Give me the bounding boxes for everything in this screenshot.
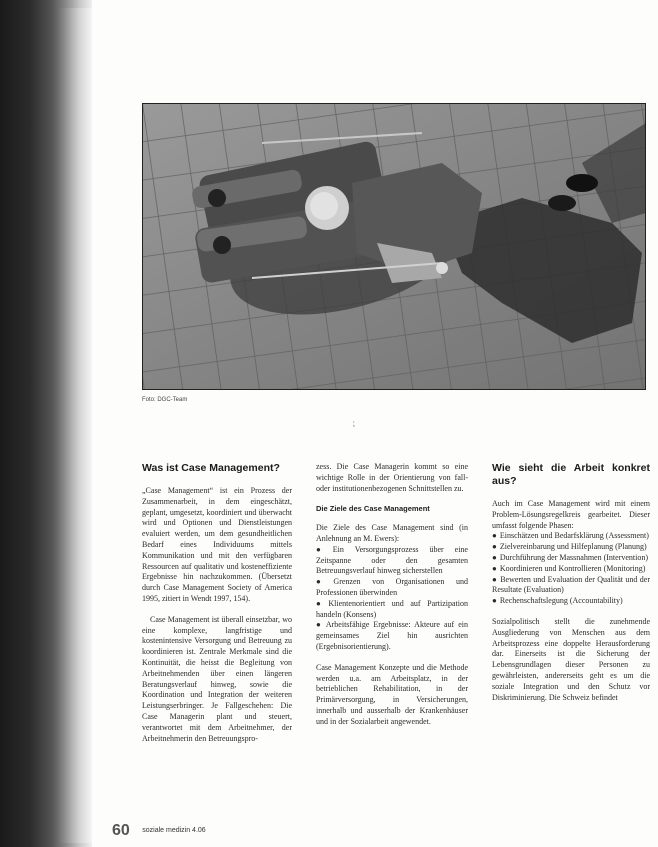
list-item: ● Durchführung der Massnahmen (Intervention) — [492, 552, 649, 562]
goals-list — [316, 545, 468, 653]
bullet-icon: ● — [492, 596, 497, 606]
text-column-3 — [492, 462, 650, 703]
list-item: ● Zielvereinbarung und Hilfeplanung (Planung) — [492, 542, 647, 552]
phases-list — [492, 531, 650, 607]
paragraph-application: Case Management Konzepte und die Methode werden u.a. am Arbeitsplatz, in der betrieblichen Rehabilitation, in der Primärversorgung, in Versicherungen, innerhalb und ausserhalb der Krankenhäuser und in der Sozialarbeit angewendet. — [316, 662, 468, 726]
section-heading-case-management: Was ist Case Management? — [142, 462, 280, 474]
paragraph-use: Case Management ist überall einsetzbar, wo eine komplexe, langfristige und kostenintensive Versorgung und Betreuung zu koordinieren ist. Zentrale Merkmale sind die Kontinuität, die heisst die Begleitung von Arbeitnehmenden über einen längeren Beratungsverlauf hinweg, sowie die Koordination und Integration der weiteren Leistungserbringer. Je Fallgeschehen: Die Case Managerin plant und steuert, verantwortet mit dem Arbeitnehmer, der Arbeitnehmerin den Betreuungspro- — [142, 614, 292, 743]
text-column-2 — [316, 462, 468, 728]
list-item: ● Arbeitsfähige Ergebnisse: Akteure auf ein gemeinsames Ziel hin ausrichten (Ergebnisorientierung). — [316, 620, 468, 651]
bullet-icon: ● — [316, 620, 323, 630]
bullet-icon: ● — [492, 574, 498, 584]
page-curl-edge — [58, 8, 92, 843]
paragraph-goals-intro: Die Ziele des Case Management sind (in Anlehnung an M. Ewers): — [316, 523, 468, 543]
section-heading-work: Wie sieht die Arbeit konkret aus? — [492, 462, 650, 487]
margin-marks: ⁏ — [352, 418, 356, 428]
list-item: ● Rechenschaftslegung (Accountability) — [492, 596, 623, 606]
paragraph-definition: „Case Management“ ist ein Prozess der Zusammenarbeit, in dem eingeschätzt, geplant, umgesetzt, koordiniert und überwacht wird und Optionen und Dienstleistungen evaluiert werden, um dem gesundheitlichen Bedarf eines Individuums mittels Kommunikation und mit den verfügbaren Ressourcen auf qualitativ und kosteneffiziente Ergebnisse hin nachzukommen. (Übersetzt durch Case Management Society of America 1995, zitiert in Wendt 1997, 154). — [142, 486, 292, 603]
list-item: ● Einschätzen und Bedarfsklärung (Assessment) — [492, 531, 649, 541]
photo-wheelchair-from-above — [142, 103, 646, 390]
list-item: ● Koordinieren und Kontrollieren (Monitoring) — [492, 563, 646, 573]
paragraph-phases-intro: Auch im Case Management wird mit einem Problem-Lösungsregelkreis gearbeitet. Dieser umfasst folgende Phasen: — [492, 499, 650, 530]
bullet-icon: ● — [492, 542, 497, 552]
list-item: ● Klientenorientiert und auf Partizipation handeln (Konsens) — [316, 598, 468, 619]
bullet-icon: ● — [316, 544, 330, 554]
list-item: ● Ein Versorgungsprozess über eine Zeitspanne oder den gesamten Betreuungsverlauf hinweg sicherstellen — [316, 544, 468, 576]
page-footer — [112, 822, 206, 840]
photo-image — [142, 103, 646, 390]
journal-name: soziale medizin 4.06 — [142, 827, 206, 834]
bullet-icon: ● — [492, 531, 497, 541]
bullet-icon: ● — [316, 577, 331, 587]
text-column-1 — [142, 462, 292, 744]
photo-credit: Foto: DGC-Team — [142, 397, 188, 403]
bullet-icon: ● — [492, 563, 497, 573]
list-item: ● Bewerten und Evaluation der Qualität und der Resultate (Evaluation) — [492, 574, 650, 595]
subheading-goals: Die Ziele des Case Management — [316, 504, 430, 514]
bullet-icon: ● — [316, 598, 326, 608]
paragraph-sociopolitical: Sozialpolitisch stellt die zunehmende Ausgliederung von Menschen aus dem Arbeitsprozess eine doppelte Herausforderung dar. Einerseits ist die Sicherung der Lebensgrundlagen dieser Personen zu gewährleisten, andererseits geht es um die soziale Integration und den Schutz vor Diskriminierung. Die Schweiz befindet — [492, 616, 650, 702]
paragraph-continued: zess. Die Case Managerin kommt so eine wichtige Rolle in der Orientierung von fall- oder institutionenbezogenen Schnittstellen zu. — [316, 462, 468, 493]
bullet-icon: ● — [492, 552, 497, 562]
page-number: 60 — [112, 822, 130, 839]
list-item: ● Grenzen von Organisationen und Professionen überwinden — [316, 577, 468, 597]
